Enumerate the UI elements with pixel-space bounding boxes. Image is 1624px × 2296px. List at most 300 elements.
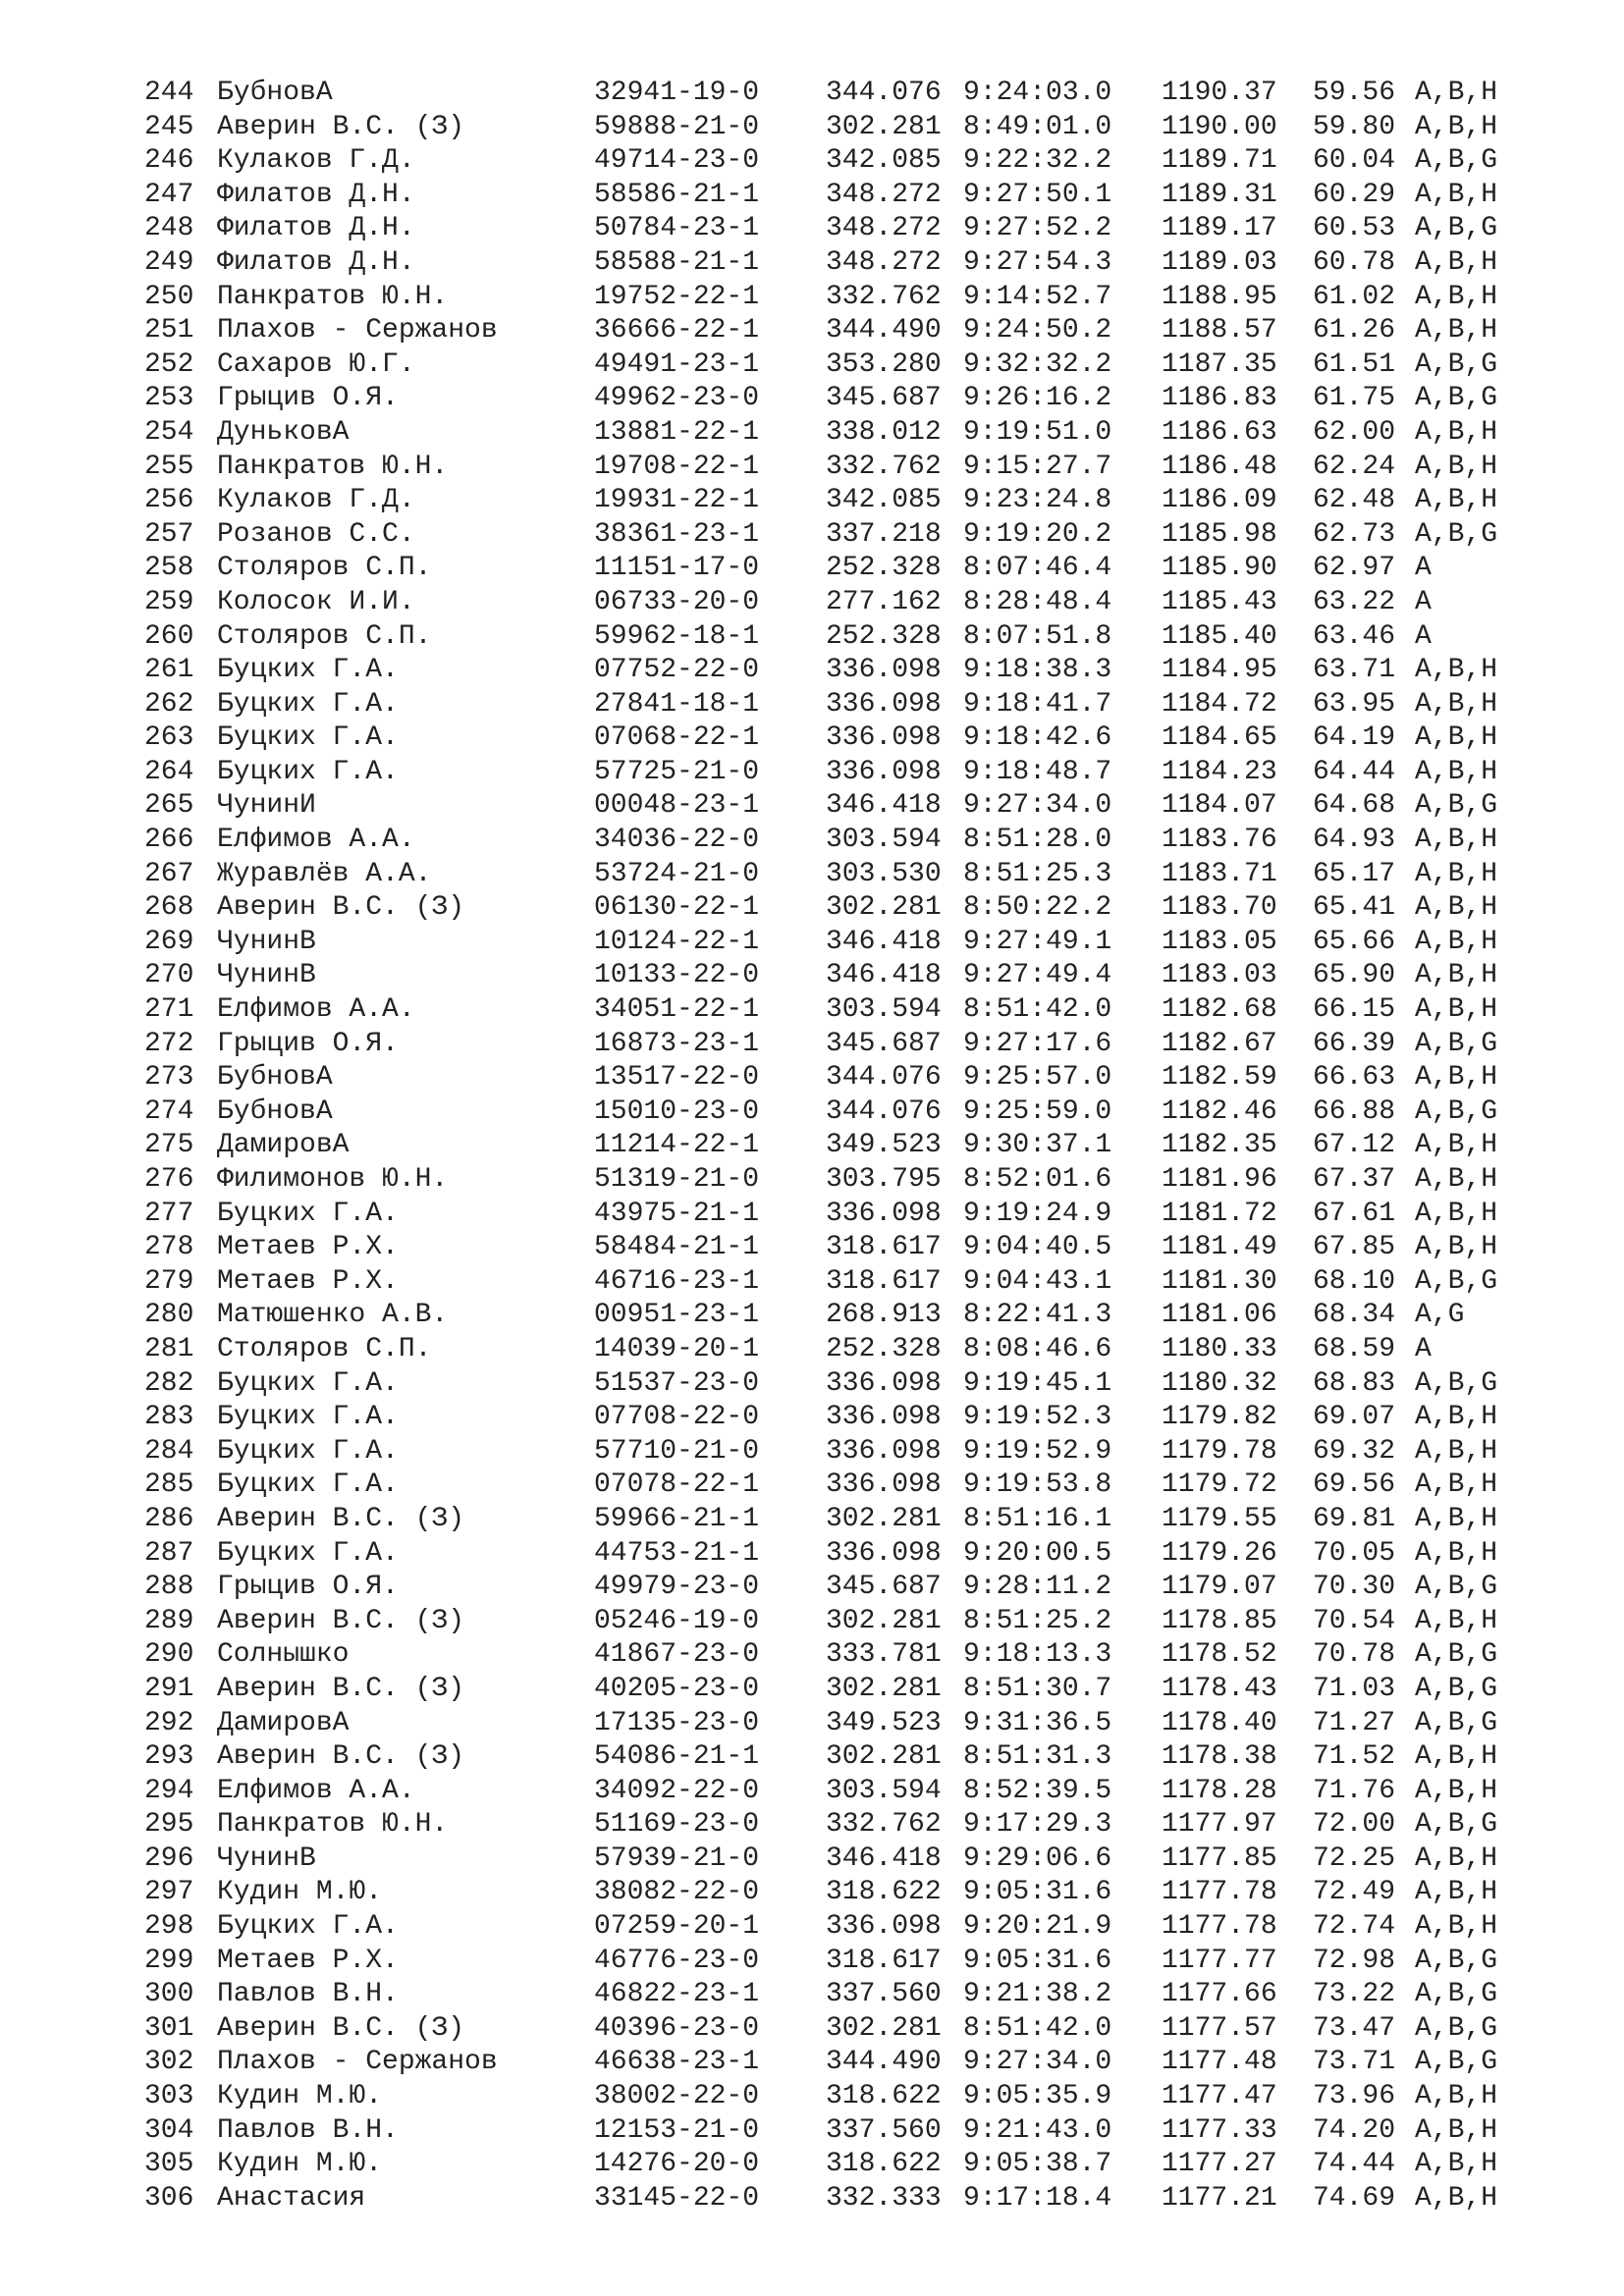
classes: A,B,H — [1415, 1877, 1498, 1908]
table-row — [144, 654, 1523, 688]
speed: 1185.90 — [1162, 553, 1277, 584]
flight-time: 9:18:38.3 — [963, 655, 1112, 686]
coefficient: 65.17 — [1313, 858, 1396, 889]
table-row — [144, 586, 1523, 620]
participant-name: Аверин В.С. (З) — [217, 1605, 465, 1636]
speed: 1184.07 — [1162, 790, 1277, 822]
ring-number: 15010-23-0 — [594, 1095, 760, 1127]
coefficient: 73.47 — [1313, 2012, 1396, 2044]
distance: 337.560 — [826, 2114, 942, 2146]
place-number: 252 — [144, 348, 194, 380]
place-number: 278 — [144, 1232, 194, 1263]
classes: A,B,H — [1415, 1775, 1498, 1806]
flight-time: 8:07:51.8 — [963, 620, 1112, 652]
ring-number: 11151-17-0 — [594, 553, 760, 584]
distance: 346.418 — [826, 926, 942, 957]
ring-number: 53724-21-0 — [594, 858, 760, 889]
participant-name: Аверин В.С. (З) — [217, 1741, 465, 1773]
ring-number: 06733-20-0 — [594, 586, 760, 617]
coefficient: 72.25 — [1313, 1842, 1396, 1874]
speed: 1189.31 — [1162, 179, 1277, 210]
flight-time: 9:19:52.3 — [963, 1402, 1112, 1433]
place-number: 264 — [144, 756, 194, 787]
participant-name: Кудин М.Ю. — [217, 2081, 383, 2112]
table-row — [144, 1673, 1523, 1707]
speed: 1179.72 — [1162, 1469, 1277, 1501]
flight-time: 8:51:31.3 — [963, 1741, 1112, 1773]
ring-number: 38002-22-0 — [594, 2081, 760, 2112]
flight-time: 9:20:21.9 — [963, 1911, 1112, 1943]
place-number: 286 — [144, 1503, 194, 1534]
participant-name: Столяров С.П. — [217, 1333, 432, 1364]
place-number: 276 — [144, 1164, 194, 1195]
place-number: 273 — [144, 1062, 194, 1094]
participant-name: Павлов В.Н. — [217, 1979, 399, 2010]
participant-name: Елфимов А.А. — [217, 994, 415, 1026]
participant-name: Аверин В.С. (З) — [217, 1673, 465, 1704]
classes: A — [1415, 1333, 1432, 1364]
ring-number: 33145-22-0 — [594, 2182, 760, 2214]
classes: A,B,H — [1415, 994, 1498, 1026]
participant-name: Плахов - Сержанов — [217, 2047, 498, 2078]
distance: 333.781 — [826, 1639, 942, 1671]
table-row — [144, 1775, 1523, 1809]
distance: 346.418 — [826, 1842, 942, 1874]
coefficient: 60.53 — [1313, 213, 1396, 244]
flight-time: 9:27:17.6 — [963, 1028, 1112, 1059]
ring-number: 13881-22-1 — [594, 416, 760, 448]
place-number: 272 — [144, 1028, 194, 1059]
speed: 1186.48 — [1162, 451, 1277, 482]
table-row — [144, 993, 1523, 1028]
participant-name: Буцких Г.А. — [217, 1469, 399, 1501]
table-row — [144, 824, 1523, 858]
speed: 1184.65 — [1162, 722, 1277, 754]
table-row — [144, 451, 1523, 485]
distance: 346.418 — [826, 790, 942, 822]
coefficient: 72.98 — [1313, 1945, 1396, 1976]
flight-time: 9:18:42.6 — [963, 722, 1112, 754]
classes: A,B,H — [1415, 1605, 1498, 1636]
classes: A,B,H — [1415, 451, 1498, 482]
distance: 338.012 — [826, 416, 942, 448]
place-number: 244 — [144, 78, 194, 108]
place-number: 253 — [144, 383, 194, 414]
participant-name: Сахаров Ю.Г. — [217, 348, 415, 380]
participant-name: Аверин В.С. (З) — [217, 2012, 465, 2044]
coefficient: 63.95 — [1313, 688, 1396, 720]
ring-number: 27841-18-1 — [594, 688, 760, 720]
distance: 268.913 — [826, 1300, 942, 1331]
flight-time: 9:05:35.9 — [963, 2081, 1112, 2112]
table-row — [144, 2182, 1523, 2216]
distance: 252.328 — [826, 553, 942, 584]
participant-name: Буцких Г.А. — [217, 1911, 399, 1943]
place-number: 261 — [144, 655, 194, 686]
coefficient: 62.97 — [1313, 553, 1396, 584]
table-row — [144, 179, 1523, 213]
speed: 1181.30 — [1162, 1265, 1277, 1297]
classes: A,B,H — [1415, 892, 1498, 924]
flight-time: 8:49:01.0 — [963, 111, 1112, 142]
distance: 345.687 — [826, 1572, 942, 1603]
speed: 1184.23 — [1162, 756, 1277, 787]
flight-time: 9:29:06.6 — [963, 1842, 1112, 1874]
classes: A,B,G — [1415, 2012, 1498, 2044]
table-row — [144, 1435, 1523, 1469]
coefficient: 60.78 — [1313, 246, 1396, 278]
coefficient: 60.29 — [1313, 179, 1396, 210]
table-row — [144, 2148, 1523, 2182]
participant-name: БубновА — [217, 1095, 333, 1127]
ring-number: 59888-21-0 — [594, 111, 760, 142]
place-number: 297 — [144, 1877, 194, 1908]
place-number: 300 — [144, 1979, 194, 2010]
place-number: 269 — [144, 926, 194, 957]
classes: A,B,G — [1415, 213, 1498, 244]
flight-time: 8:08:46.6 — [963, 1333, 1112, 1364]
ring-number: 06130-22-1 — [594, 892, 760, 924]
coefficient: 63.22 — [1313, 586, 1396, 617]
place-number: 304 — [144, 2114, 194, 2146]
flight-time: 9:05:31.6 — [963, 1945, 1112, 1976]
table-row — [144, 1367, 1523, 1402]
speed: 1181.96 — [1162, 1164, 1277, 1195]
ring-number: 07078-22-1 — [594, 1469, 760, 1501]
classes: A,B,H — [1415, 416, 1498, 448]
classes: A,B,H — [1415, 1503, 1498, 1534]
coefficient: 70.05 — [1313, 1537, 1396, 1569]
coefficient: 64.44 — [1313, 756, 1396, 787]
speed: 1182.59 — [1162, 1062, 1277, 1094]
ring-number: 32941-19-0 — [594, 78, 760, 108]
participant-name: Грыцив О.Я. — [217, 1028, 399, 1059]
speed: 1185.40 — [1162, 620, 1277, 652]
table-row — [144, 1503, 1523, 1537]
speed: 1177.78 — [1162, 1877, 1277, 1908]
speed: 1189.71 — [1162, 145, 1277, 177]
flight-time: 8:52:39.5 — [963, 1775, 1112, 1806]
flight-time: 8:51:30.7 — [963, 1673, 1112, 1704]
distance: 336.098 — [826, 756, 942, 787]
coefficient: 71.76 — [1313, 1775, 1396, 1806]
flight-time: 9:24:50.2 — [963, 315, 1112, 347]
classes: A,B,H — [1415, 78, 1498, 108]
distance: 344.076 — [826, 78, 942, 108]
participant-name: ДамировА — [217, 1130, 350, 1161]
classes: A,B,H — [1415, 1164, 1498, 1195]
speed: 1180.32 — [1162, 1367, 1277, 1399]
coefficient: 61.75 — [1313, 383, 1396, 414]
table-row — [144, 1333, 1523, 1367]
table-row — [144, 212, 1523, 246]
speed: 1183.71 — [1162, 858, 1277, 889]
ring-number: 58588-21-1 — [594, 246, 760, 278]
flight-time: 8:51:42.0 — [963, 994, 1112, 1026]
table-row — [144, 1945, 1523, 1979]
table-row — [144, 891, 1523, 926]
participant-name: Кулаков Г.Д. — [217, 485, 415, 516]
flight-time: 9:04:43.1 — [963, 1265, 1112, 1297]
distance: 336.098 — [826, 1402, 942, 1433]
table-row — [144, 1231, 1523, 1265]
classes: A,B,H — [1415, 2182, 1498, 2214]
ring-number: 57725-21-0 — [594, 756, 760, 787]
classes: A,B,H — [1415, 1402, 1498, 1433]
coefficient: 62.00 — [1313, 416, 1396, 448]
flight-time: 8:51:42.0 — [963, 2012, 1112, 2044]
distance: 332.762 — [826, 451, 942, 482]
classes: A,B,G — [1415, 1028, 1498, 1059]
table-row — [144, 1198, 1523, 1232]
flight-time: 9:27:49.1 — [963, 926, 1112, 957]
speed: 1178.85 — [1162, 1605, 1277, 1636]
flight-time: 9:19:45.1 — [963, 1367, 1112, 1399]
participant-name: Розанов С.С. — [217, 518, 415, 550]
participant-name: Буцких Г.А. — [217, 756, 399, 787]
flight-time: 9:30:37.1 — [963, 1130, 1112, 1161]
ring-number: 36666-22-1 — [594, 315, 760, 347]
coefficient: 66.63 — [1313, 1062, 1396, 1094]
speed: 1179.07 — [1162, 1572, 1277, 1603]
distance: 252.328 — [826, 620, 942, 652]
place-number: 256 — [144, 485, 194, 516]
place-number: 265 — [144, 790, 194, 822]
distance: 344.076 — [826, 1062, 942, 1094]
ring-number: 07068-22-1 — [594, 722, 760, 754]
classes: A,B,G — [1415, 383, 1498, 414]
coefficient: 63.46 — [1313, 620, 1396, 652]
speed: 1178.52 — [1162, 1639, 1277, 1671]
place-number: 280 — [144, 1300, 194, 1331]
ring-number: 49491-23-1 — [594, 348, 760, 380]
table-row — [144, 789, 1523, 824]
table-row — [144, 484, 1523, 518]
ring-number: 57710-21-0 — [594, 1435, 760, 1467]
table-row — [144, 416, 1523, 451]
participant-name: Плахов - Сержанов — [217, 315, 498, 347]
participant-name: Филатов Д.Н. — [217, 213, 415, 244]
classes: A,B,G — [1415, 518, 1498, 550]
distance: 303.795 — [826, 1164, 942, 1195]
flight-time: 9:19:51.0 — [963, 416, 1112, 448]
results-table — [144, 77, 1523, 2216]
coefficient: 62.48 — [1313, 485, 1396, 516]
coefficient: 72.00 — [1313, 1809, 1396, 1841]
classes: A,B,H — [1415, 1741, 1498, 1773]
flight-time: 9:27:34.0 — [963, 2047, 1112, 2078]
place-number: 274 — [144, 1095, 194, 1127]
coefficient: 72.74 — [1313, 1911, 1396, 1943]
coefficient: 64.68 — [1313, 790, 1396, 822]
place-number: 298 — [144, 1911, 194, 1943]
distance: 342.085 — [826, 485, 942, 516]
ring-number: 44753-21-1 — [594, 1537, 760, 1569]
coefficient: 66.15 — [1313, 994, 1396, 1026]
ring-number: 19708-22-1 — [594, 451, 760, 482]
table-row — [144, 858, 1523, 892]
speed: 1177.21 — [1162, 2182, 1277, 2214]
table-row — [144, 382, 1523, 416]
place-number: 250 — [144, 281, 194, 312]
table-row — [144, 1605, 1523, 1639]
place-number: 266 — [144, 825, 194, 856]
ring-number: 19752-22-1 — [594, 281, 760, 312]
table-row — [144, 688, 1523, 722]
coefficient: 66.39 — [1313, 1028, 1396, 1059]
place-number: 296 — [144, 1842, 194, 1874]
classes: A,B,H — [1415, 1232, 1498, 1263]
ring-number: 51537-23-0 — [594, 1367, 760, 1399]
participant-name: Буцких Г.А. — [217, 1198, 399, 1229]
speed: 1188.57 — [1162, 315, 1277, 347]
classes: A,B,G — [1415, 1673, 1498, 1704]
ring-number: 05246-19-0 — [594, 1605, 760, 1636]
ring-number: 19931-22-1 — [594, 485, 760, 516]
coefficient: 68.83 — [1313, 1367, 1396, 1399]
flight-time: 8:51:25.3 — [963, 858, 1112, 889]
ring-number: 07708-22-0 — [594, 1402, 760, 1433]
distance: 349.523 — [826, 1130, 942, 1161]
distance: 336.098 — [826, 1911, 942, 1943]
ring-number: 54086-21-1 — [594, 1741, 760, 1773]
ring-number: 14039-20-1 — [594, 1333, 760, 1364]
place-number: 257 — [144, 518, 194, 550]
flight-time: 9:19:53.8 — [963, 1469, 1112, 1501]
table-row — [144, 1876, 1523, 1910]
distance: 337.560 — [826, 1979, 942, 2010]
flight-time: 9:19:24.9 — [963, 1198, 1112, 1229]
place-number: 254 — [144, 416, 194, 448]
coefficient: 62.24 — [1313, 451, 1396, 482]
speed: 1177.66 — [1162, 1979, 1277, 2010]
flight-time: 8:50:22.2 — [963, 892, 1112, 924]
ring-number: 46822-23-1 — [594, 1979, 760, 2010]
flight-time: 9:26:16.2 — [963, 383, 1112, 414]
ring-number: 46776-23-0 — [594, 1945, 760, 1976]
distance: 302.281 — [826, 892, 942, 924]
flight-time: 9:20:00.5 — [963, 1537, 1112, 1569]
participant-name: Павлов В.Н. — [217, 2114, 399, 2146]
ring-number: 40396-23-0 — [594, 2012, 760, 2044]
classes: A,B,H — [1415, 926, 1498, 957]
coefficient: 69.56 — [1313, 1469, 1396, 1501]
speed: 1177.57 — [1162, 2012, 1277, 2044]
coefficient: 74.44 — [1313, 2149, 1396, 2180]
classes: A,B,G — [1415, 1639, 1498, 1671]
speed: 1177.33 — [1162, 2114, 1277, 2146]
place-number: 263 — [144, 722, 194, 754]
speed: 1178.38 — [1162, 1741, 1277, 1773]
ring-number: 13517-22-0 — [594, 1062, 760, 1094]
flight-time: 8:51:16.1 — [963, 1503, 1112, 1534]
table-row — [144, 721, 1523, 756]
table-row — [144, 1468, 1523, 1503]
distance: 302.281 — [826, 2012, 942, 2044]
place-number: 267 — [144, 858, 194, 889]
table-row — [144, 1401, 1523, 1435]
participant-name: ЧунинВ — [217, 926, 316, 957]
speed: 1186.63 — [1162, 416, 1277, 448]
ring-number: 07259-20-1 — [594, 1911, 760, 1943]
coefficient: 70.54 — [1313, 1605, 1396, 1636]
classes: A,G — [1415, 1300, 1465, 1331]
participant-name: Буцких Г.А. — [217, 1367, 399, 1399]
flight-time: 9:27:54.3 — [963, 246, 1112, 278]
place-number: 279 — [144, 1265, 194, 1297]
table-row — [144, 1028, 1523, 1062]
speed: 1188.95 — [1162, 281, 1277, 312]
place-number: 306 — [144, 2182, 194, 2214]
participant-name: Панкратов Ю.Н. — [217, 281, 449, 312]
flight-time: 9:23:24.8 — [963, 485, 1112, 516]
distance: 303.594 — [826, 825, 942, 856]
flight-time: 8:52:01.6 — [963, 1164, 1112, 1195]
place-number: 258 — [144, 553, 194, 584]
speed: 1182.67 — [1162, 1028, 1277, 1059]
distance: 303.594 — [826, 1775, 942, 1806]
table-row — [144, 2080, 1523, 2114]
classes: A,B,H — [1415, 1062, 1498, 1094]
ring-number: 10124-22-1 — [594, 926, 760, 957]
distance: 303.530 — [826, 858, 942, 889]
speed: 1190.00 — [1162, 111, 1277, 142]
speed: 1180.33 — [1162, 1333, 1277, 1364]
place-number: 275 — [144, 1130, 194, 1161]
ring-number: 00048-23-1 — [594, 790, 760, 822]
coefficient: 73.96 — [1313, 2081, 1396, 2112]
coefficient: 69.07 — [1313, 1402, 1396, 1433]
participant-name: Столяров С.П. — [217, 620, 432, 652]
participant-name: Солнышко — [217, 1639, 350, 1671]
speed: 1178.43 — [1162, 1673, 1277, 1704]
participant-name: Аверин В.С. (З) — [217, 892, 465, 924]
classes: A,B,H — [1415, 2081, 1498, 2112]
coefficient: 64.19 — [1313, 722, 1396, 754]
ring-number: 16873-23-1 — [594, 1028, 760, 1059]
participant-name: Буцких Г.А. — [217, 722, 399, 754]
distance: 348.272 — [826, 246, 942, 278]
coefficient: 63.71 — [1313, 655, 1396, 686]
coefficient: 65.66 — [1313, 926, 1396, 957]
classes: A — [1415, 553, 1432, 584]
participant-name: Буцких Г.А. — [217, 1435, 399, 1467]
flight-time: 9:14:52.7 — [963, 281, 1112, 312]
distance: 349.523 — [826, 1707, 942, 1738]
classes: A,B,H — [1415, 655, 1498, 686]
flight-time: 8:51:28.0 — [963, 825, 1112, 856]
classes: A,B,H — [1415, 722, 1498, 754]
ring-number: 46716-23-1 — [594, 1265, 760, 1297]
ring-number: 14276-20-0 — [594, 2149, 760, 2180]
speed: 1177.27 — [1162, 2149, 1277, 2180]
distance: 336.098 — [826, 688, 942, 720]
distance: 353.280 — [826, 348, 942, 380]
classes: A,B,H — [1415, 1842, 1498, 1874]
place-number: 249 — [144, 246, 194, 278]
distance: 344.490 — [826, 2047, 942, 2078]
classes: A,B,G — [1415, 1095, 1498, 1127]
classes: A,B,G — [1415, 1367, 1498, 1399]
participant-name: Буцких Г.А. — [217, 688, 399, 720]
ring-number: 46638-23-1 — [594, 2047, 760, 2078]
table-row — [144, 959, 1523, 993]
flight-time: 8:07:46.4 — [963, 553, 1112, 584]
speed: 1184.95 — [1162, 655, 1277, 686]
distance: 318.617 — [826, 1232, 942, 1263]
coefficient: 70.30 — [1313, 1572, 1396, 1603]
flight-time: 9:18:13.3 — [963, 1639, 1112, 1671]
